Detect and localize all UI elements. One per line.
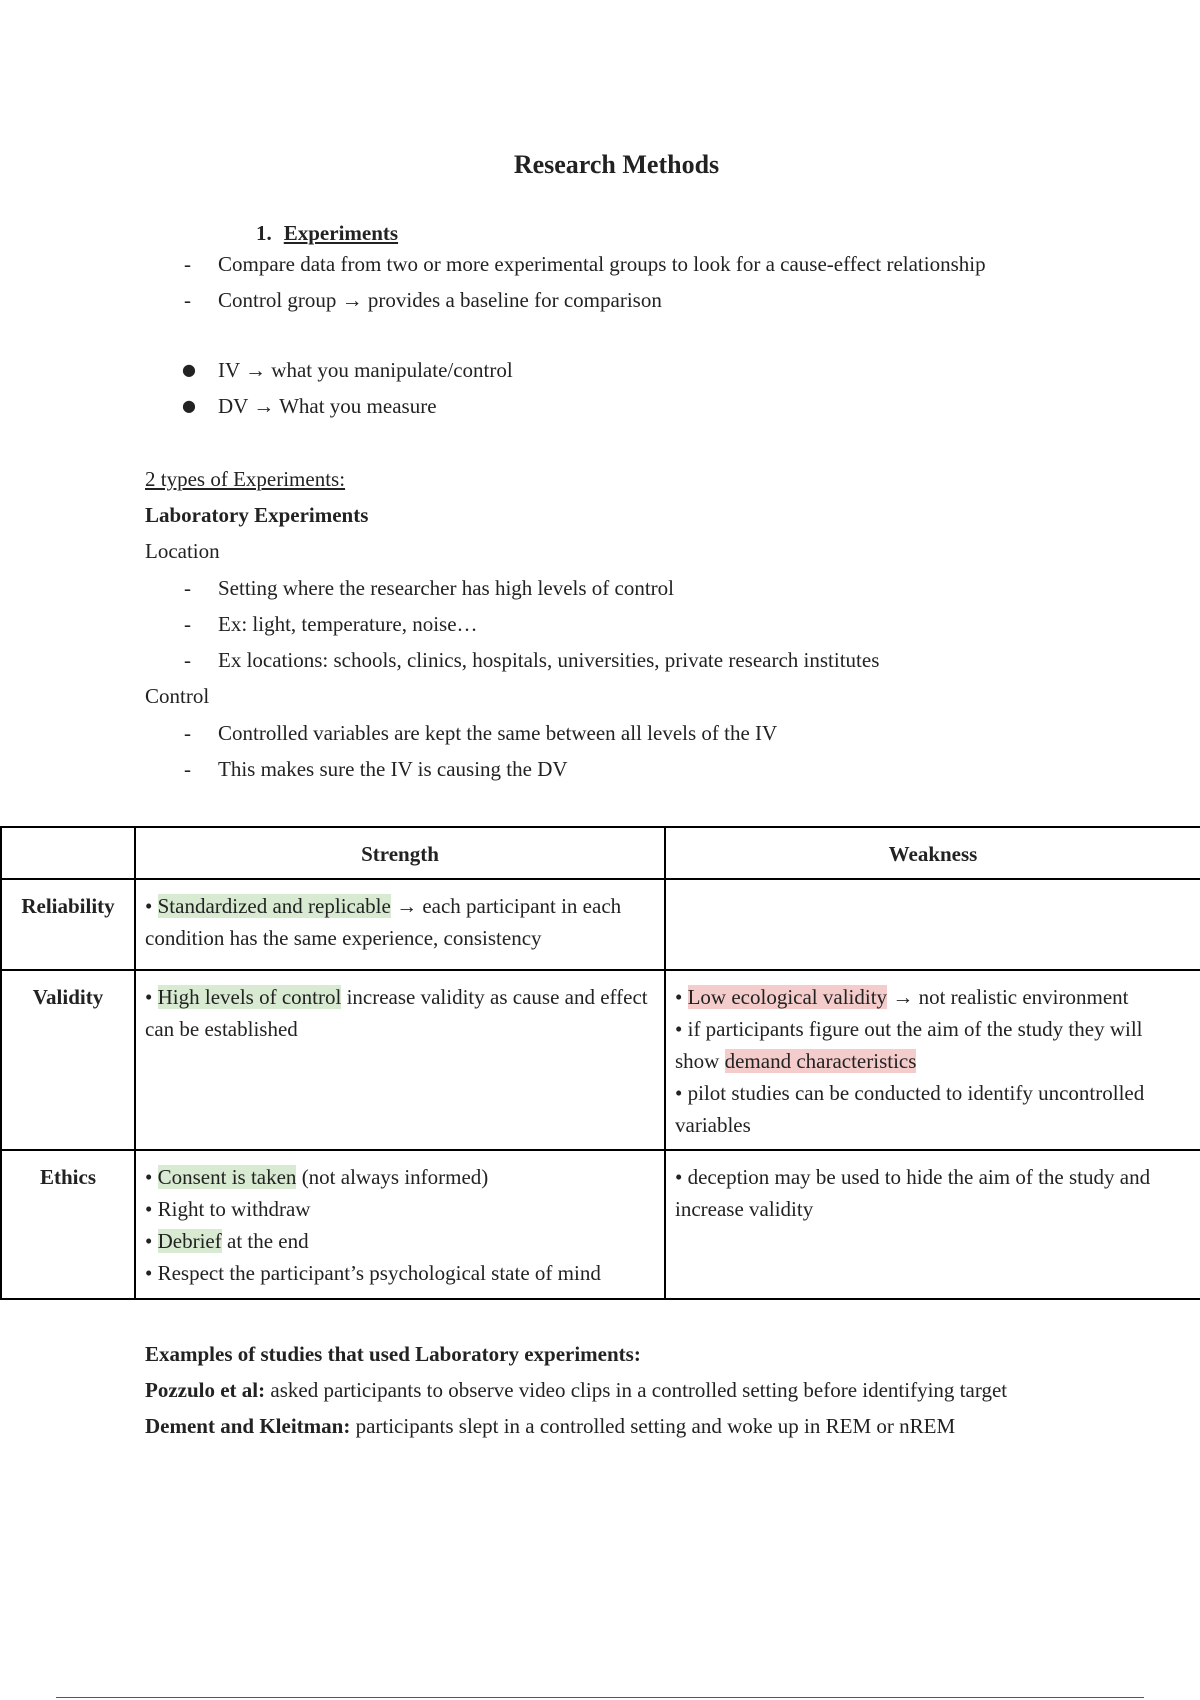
control-item-text: This makes sure the IV is causing the DV	[218, 757, 568, 781]
cell-item: • Consent is taken (not always informed)	[145, 1165, 489, 1189]
table-header-row	[1, 827, 1200, 879]
cell-item: • Right to withdraw	[145, 1197, 311, 1221]
variable-item-text: IV → what you manipulate/control	[218, 358, 513, 382]
strength-cell	[135, 879, 665, 970]
examples-heading: Examples of studies that used Laboratory experiments:	[145, 1342, 641, 1366]
strength-header: Strength	[135, 827, 665, 879]
weakness-cell	[665, 879, 1200, 970]
example-name: Pozzulo et al:	[145, 1378, 266, 1402]
location-label: Location	[145, 539, 220, 563]
highlight-red: Low ecological validity	[687, 985, 888, 1009]
table-row	[1, 1150, 1200, 1299]
cell-item: • pilot studies can be conducted to identify uncontrolled variables	[675, 1081, 1145, 1137]
page-title: Research Methods	[513, 150, 720, 179]
lab-heading: Laboratory Experiments	[145, 503, 369, 527]
weakness-cell	[665, 1150, 1200, 1299]
cell-item: • if participants figure out the aim of the study they will show demand characteristics	[675, 1017, 1143, 1073]
cell-text: (not always informed)	[296, 1165, 489, 1189]
intro-item-text: Compare data from two or more experimental groups to look for a cause-effect relationship	[218, 252, 986, 276]
section-heading	[256, 221, 398, 246]
cell-text: increase validity as cause and effect can be established	[145, 985, 648, 1041]
highlight-green: Debrief	[157, 1229, 222, 1253]
cell-item: • Debrief at the end	[145, 1229, 309, 1253]
footer-divider	[56, 1697, 1144, 1698]
cell-text: → each participant in each condition has the same experience, consistency	[145, 894, 622, 950]
cell-text: at the end	[221, 1229, 309, 1253]
cell-item: • High levels of control increase validity as cause and effect can be established	[145, 985, 648, 1041]
control-label: Control	[145, 684, 210, 708]
location-item-text: Setting where the researcher has high levels of control	[218, 576, 675, 600]
location-item-text: Ex locations: schools, clinics, hospitals, universities, private research institutes	[218, 648, 880, 672]
weakness-cell	[665, 970, 1200, 1150]
example-text: participants slept in a controlled setting and woke up in REM or nREM	[350, 1414, 956, 1438]
control-item-text: Controlled variables are kept the same between all levels of the IV	[218, 721, 778, 745]
table-row	[1, 970, 1200, 1150]
weakness-header: Weakness	[665, 827, 1200, 879]
cell-text: deception may be used to hide the aim of the study and increase validity	[675, 1165, 1151, 1221]
table-row	[1, 879, 1200, 970]
cell-text: → not realistic environment	[887, 985, 1129, 1009]
cell-item: • Standardized and replicable → each participant in each condition has the same experience, consistency	[145, 894, 622, 950]
strength-cell	[135, 970, 665, 1150]
cell-text: pilot studies can be conducted to identify uncontrolled variables	[675, 1081, 1145, 1137]
cell-item: • deception may be used to hide the aim of the study and increase validity	[675, 1165, 1151, 1221]
location-item-text: Ex: light, temperature, noise…	[218, 612, 478, 636]
cell-text: Respect the participant’s psychological state of mind	[157, 1261, 601, 1285]
row-label-validity: Validity	[1, 970, 135, 1150]
section-number: 1.	[256, 221, 272, 245]
table-corner-cell	[1, 827, 135, 879]
variable-item-text: DV → What you measure	[218, 394, 437, 418]
highlight-green: Consent is taken	[157, 1165, 297, 1189]
highlight-green: High levels of control	[157, 985, 342, 1009]
strength-weakness-table	[0, 826, 1200, 1300]
highlight-red: demand characteristics	[724, 1049, 917, 1073]
highlight-green: Standardized and replicable	[157, 894, 391, 918]
strength-cell	[135, 1150, 665, 1299]
row-label-reliability: Reliability	[1, 879, 135, 970]
example-item	[145, 1378, 1007, 1403]
example-text: asked participants to observe video clips in a controlled setting before identifying target	[265, 1378, 1008, 1402]
example-name: Dement and Kleitman:	[145, 1414, 351, 1438]
cell-text: if participants figure out the aim of the study they will show	[675, 1017, 1143, 1073]
section-title: Experiments	[283, 221, 399, 245]
intro-item-text: Control group → provides a baseline for comparison	[218, 288, 662, 312]
cell-text: Right to withdraw	[157, 1197, 311, 1221]
types-heading: 2 types of Experiments:	[145, 467, 346, 491]
row-label-ethics: Ethics	[1, 1150, 135, 1299]
cell-item: • Respect the participant’s psychological state of mind	[145, 1261, 601, 1285]
cell-item: • Low ecological validity → not realistic environment	[675, 985, 1129, 1009]
example-item	[145, 1414, 955, 1439]
